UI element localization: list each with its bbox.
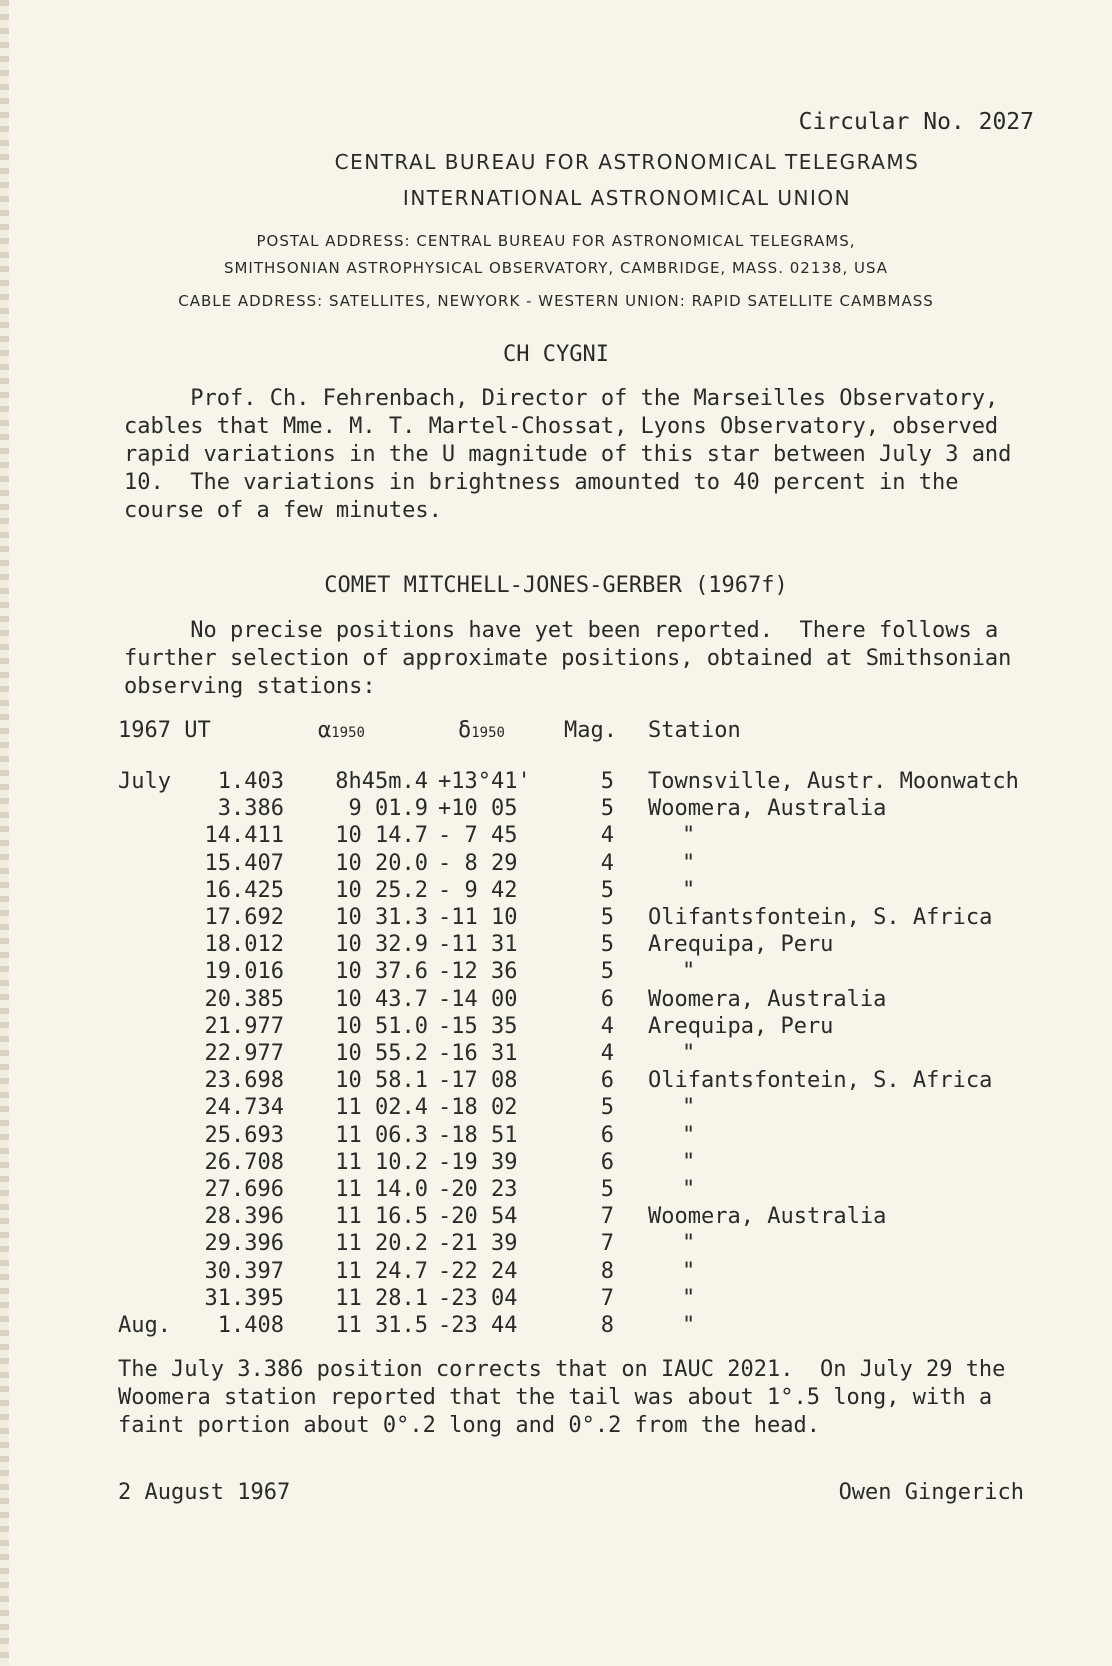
row-ra: 8h45m.4: [335, 769, 428, 794]
postal-address-line1: POSTAL ADDRESS: CENTRAL BUREAU FOR ASTRONOMICAL TELEGRAMS,: [256, 232, 856, 250]
row-ra: 10 31.3: [335, 905, 428, 930]
row-mag: 6: [600, 1149, 614, 1175]
row-day: 23.698: [204, 1068, 284, 1094]
column-header-station: Station: [648, 718, 741, 743]
row-station: ": [682, 877, 696, 903]
section-title-comet: COMET MITCHELL-JONES-GERBER (1967f): [324, 573, 788, 598]
row-mag: 5: [600, 959, 614, 985]
row-station: ": [682, 1122, 696, 1148]
row-day: 29.396: [204, 1231, 284, 1257]
row-ra: 10 20.0: [335, 850, 428, 876]
row-month: Aug.: [118, 1313, 171, 1338]
row-station: Woomera, Australia: [648, 986, 887, 1012]
row-dec: +10 05: [438, 796, 518, 822]
row-day: 30.397: [204, 1258, 284, 1284]
row-station: ": [682, 1231, 696, 1257]
row-dec: -18 02: [438, 1095, 518, 1121]
column-header-mag: Mag.: [564, 718, 617, 743]
row-ra: 11 28.1: [335, 1285, 428, 1311]
row-dec: -11 10: [438, 905, 518, 930]
row-ra: 10 51.0: [335, 1013, 428, 1039]
row-day: 24.734: [204, 1095, 284, 1121]
section-intro-comet: No precise positions have yet been reported. There follows a further selection of approximate positions, obtained at Smithsonian observing stations:: [124, 618, 1012, 699]
row-mag: 4: [600, 823, 614, 849]
row-day: 19.016: [204, 959, 284, 985]
row-dec: -23 44: [438, 1313, 518, 1338]
row-ra: 11 10.2: [335, 1149, 428, 1175]
row-station: Olifantsfontein, S. Africa: [648, 905, 993, 930]
author-signature: Owen Gingerich: [838, 1480, 1024, 1505]
row-day: 31.395: [204, 1285, 284, 1311]
row-mag: 5: [600, 769, 614, 794]
row-station: ": [682, 1258, 696, 1284]
row-day: 28.396: [204, 1204, 284, 1230]
row-dec: -14 00: [438, 986, 518, 1012]
row-day: 22.977: [204, 1041, 284, 1066]
row-mag: 8: [600, 1313, 614, 1338]
row-dec: -11 31: [438, 932, 518, 958]
row-station: ": [682, 959, 696, 985]
row-station: ": [682, 823, 696, 849]
row-ra: 11 16.5: [335, 1204, 428, 1230]
row-mag: 5: [600, 932, 614, 958]
row-day: 16.425: [204, 877, 284, 903]
row-mag: 6: [600, 1122, 614, 1148]
row-dec: -12 36: [438, 959, 518, 985]
row-ra: 11 02.4: [335, 1095, 428, 1121]
row-station: Townsville, Austr. Moonwatch: [648, 769, 1019, 794]
row-ra: 9 01.9: [348, 796, 428, 822]
circular-date: 2 August 1967: [118, 1480, 291, 1505]
row-dec: -22 24: [438, 1258, 518, 1284]
row-station: ": [682, 1149, 696, 1175]
row-station: Arequipa, Peru: [648, 932, 834, 958]
row-ra: 11 06.3: [335, 1122, 428, 1148]
row-dec: -18 51: [438, 1122, 518, 1148]
row-station: ": [682, 1095, 696, 1121]
row-dec: - 9 42: [438, 877, 518, 903]
row-day: 27.696: [204, 1177, 284, 1202]
correction-note: The July 3.386 position corrects that on IAUC 2021. On July 29 the Woomera station reported that the tail was about 1°.5 long, with a faint portion about 0°.2 long and 0°.2 from the head.: [118, 1357, 1006, 1438]
row-ra: 11 24.7: [335, 1258, 428, 1284]
section-body-ch-cygni: Prof. Ch. Fehrenbach, Director of the Marseilles Observatory, cables that Mme. M. T. Martel-Chossat, Lyons Observatory, observed rapid variations in the U magnitude of this star between July 3 and 10. The variations in brightness amounted to 40 percent in the course of a few minutes.: [124, 386, 1012, 523]
row-mag: 4: [600, 850, 614, 876]
row-ra: 10 37.6: [335, 959, 428, 985]
cable-address: CABLE ADDRESS: SATELLITES, NEWYORK - WESTERN UNION: RAPID SATELLITE CAMBMASS: [178, 292, 934, 310]
row-mag: 5: [600, 905, 614, 930]
row-day: 1.408: [217, 1313, 284, 1338]
row-dec: -17 08: [438, 1068, 518, 1094]
row-station: ": [682, 1285, 696, 1311]
row-day: 17.692: [204, 905, 284, 930]
row-mag: 8: [600, 1258, 614, 1284]
row-dec: - 7 45: [438, 823, 518, 849]
row-mag: 5: [600, 877, 614, 903]
row-ra: 11 31.5: [335, 1313, 428, 1338]
row-dec: -15 35: [438, 1013, 518, 1039]
row-ra: 10 25.2: [335, 877, 428, 903]
row-mag: 5: [600, 1177, 614, 1202]
row-mag: 7: [600, 1204, 614, 1230]
row-dec: - 8 29: [438, 850, 518, 876]
row-day: 3.386: [217, 796, 284, 822]
section-title-ch-cygni: CH CYGNI: [503, 342, 609, 367]
row-dec: -16 31: [438, 1041, 518, 1066]
row-day: 1.403: [217, 769, 284, 794]
column-header-ra: α1950: [318, 718, 365, 743]
row-ra: 11 20.2: [335, 1231, 428, 1257]
row-dec: -23 04: [438, 1285, 518, 1311]
row-day: 18.012: [204, 932, 284, 958]
row-ra: 11 14.0: [335, 1177, 428, 1202]
postal-address-line2: SMITHSONIAN ASTROPHYSICAL OBSERVATORY, CAMBRIDGE, MASS. 02138, USA: [223, 259, 889, 277]
column-header-ut: 1967 UT: [118, 718, 211, 743]
union-title: INTERNATIONAL ASTRONOMICAL UNION: [402, 186, 852, 210]
row-mag: 6: [600, 1068, 614, 1094]
row-station: ": [682, 1041, 696, 1066]
bureau-title: CENTRAL BUREAU FOR ASTRONOMICAL TELEGRAMS: [334, 150, 920, 174]
row-dec: -19 39: [438, 1149, 518, 1175]
row-dec: -20 54: [438, 1204, 518, 1230]
row-mag: 5: [600, 796, 614, 822]
row-day: 21.977: [204, 1013, 284, 1039]
row-mag: 4: [600, 1041, 614, 1066]
row-day: 15.407: [204, 850, 284, 876]
row-mag: 5: [600, 1095, 614, 1121]
row-station: Olifantsfontein, S. Africa: [648, 1068, 993, 1094]
row-station: ": [682, 1177, 696, 1202]
row-ra: 10 55.2: [335, 1041, 428, 1066]
row-mag: 7: [600, 1231, 614, 1257]
row-day: 20.385: [204, 986, 284, 1012]
row-dec: -21 39: [438, 1231, 518, 1257]
row-station: Woomera, Australia: [648, 1204, 887, 1230]
row-station: Arequipa, Peru: [648, 1013, 834, 1039]
row-ra: 10 32.9: [335, 932, 428, 958]
row-day: 26.708: [204, 1149, 284, 1175]
row-month: July: [118, 769, 171, 794]
row-day: 14.411: [204, 823, 284, 849]
row-ra: 10 14.7: [335, 823, 428, 849]
row-station: Woomera, Australia: [648, 796, 887, 822]
row-mag: 4: [600, 1013, 614, 1039]
row-station: ": [682, 850, 696, 876]
row-mag: 6: [600, 986, 614, 1012]
row-dec: +13°41': [438, 769, 531, 794]
row-ra: 10 58.1: [335, 1068, 428, 1094]
column-header-dec: δ1950: [458, 718, 505, 743]
row-dec: -20 23: [438, 1177, 518, 1202]
row-station: ": [682, 1313, 696, 1338]
circular-number: Circular No. 2027: [798, 109, 1034, 135]
row-mag: 7: [600, 1285, 614, 1311]
row-day: 25.693: [204, 1122, 284, 1148]
row-ra: 10 43.7: [335, 986, 428, 1012]
